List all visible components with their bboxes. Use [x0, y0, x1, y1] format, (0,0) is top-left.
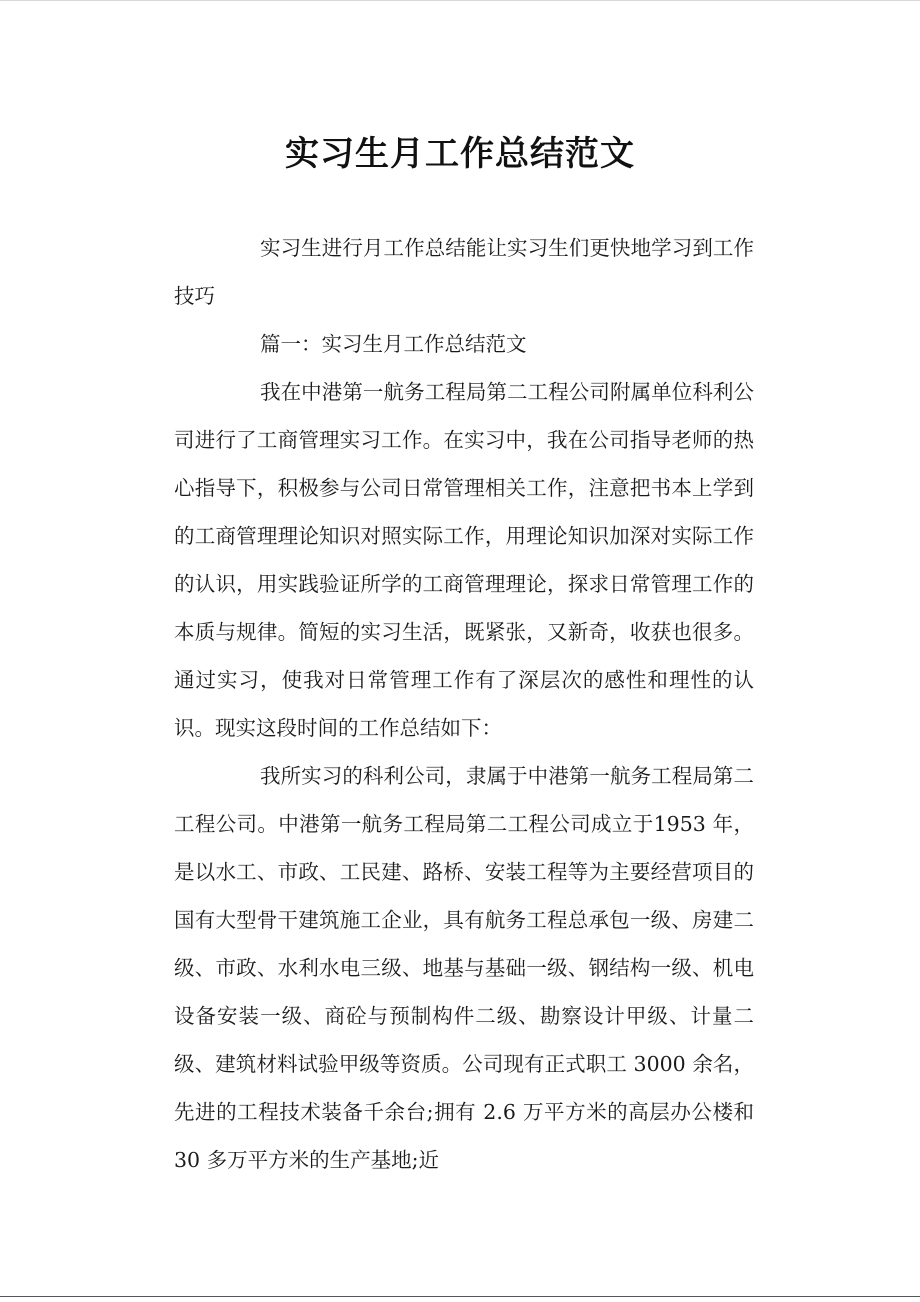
document-title: 实习生月工作总结范文 [285, 134, 635, 174]
document-body [174, 224, 754, 1184]
body-paragraph-1: 我在中港第一航务工程局第二工程公司附属单位科利公司进行了工商管理实习工作。在实习中，我在公司指导老师的热心指导下，积极参与公司日常管理相关工作，注意把书本上学到的工商管理理论知识对照实际工作，用理论知识加深对实际工作的认识，用实践验证所学的工商管理理论，探求日常管理工作的本质与规律。简短的实习生活，既紧张，又新奇，收获也很多。通过实习，使我对日常管理工作有了深层次的感性和理性的认识。现实这段时间的工作总结如下： [174, 380, 754, 740]
bottom-divider [0, 1296, 920, 1297]
body-paragraph-2: 我所实习的科利公司，隶属于中港第一航务工程局第二工程公司。中港第一航务工程局第二工程公司成立于1953 年，是以水工、市政、工民建、路桥、安装工程等为主要经营项目的国有大型骨干建筑施工企业，具有航务工程总承包一级、房建二级、市政、水利水电三级、地基与基础一级、钢结构一级、机电设备安装一级、商砼与预制构件二级、勘察设计甲级、计量二级、建筑材料试验甲级等资质。公司现有正式职工 3000 余名，先进的工程技术装备千余台;拥有 2.6 万平方米的高层办公楼和 30 多万平方米的生产基地;近 [174, 764, 754, 1172]
section-heading: 篇一：实习生月工作总结范文 [260, 332, 527, 356]
intro-paragraph: 实习生进行月工作总结能让实习生们更快地学习到工作技巧 [174, 236, 754, 308]
top-divider [0, 0, 920, 1]
